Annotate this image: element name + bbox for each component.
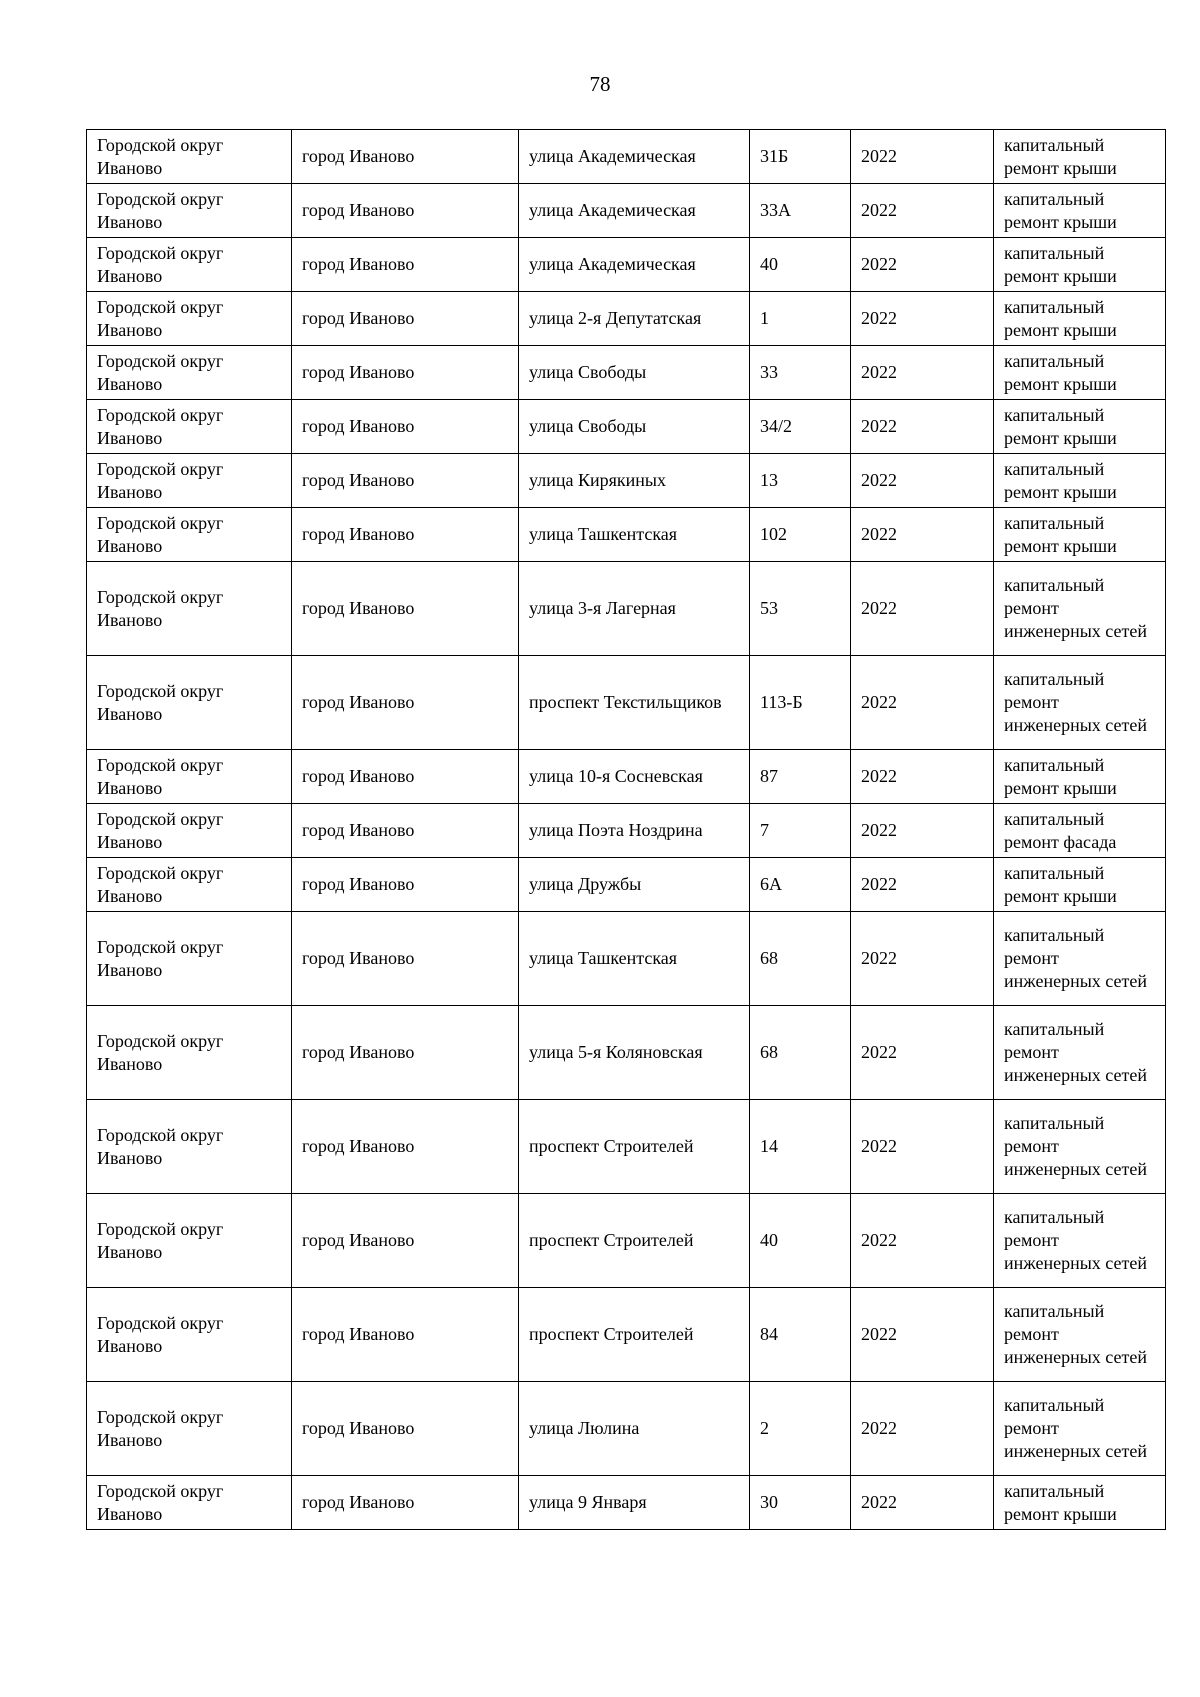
cell-municipality: Городской округ Иваново	[87, 400, 292, 454]
cell-street: улица Свободы	[519, 400, 750, 454]
cell-street: улица Академическая	[519, 184, 750, 238]
cell-work-type: капитальный ремонт крыши	[994, 750, 1166, 804]
cell-house: 1	[750, 292, 851, 346]
cell-settlement: город Иваново	[292, 750, 519, 804]
cell-settlement: город Иваново	[292, 184, 519, 238]
table-row	[87, 1194, 1166, 1288]
table-row	[87, 750, 1166, 804]
cell-year: 2022	[851, 804, 994, 858]
cell-settlement: город Иваново	[292, 454, 519, 508]
table-row	[87, 912, 1166, 1006]
cell-work-type: капитальный ремонт крыши	[994, 292, 1166, 346]
table-row	[87, 858, 1166, 912]
table-row	[87, 562, 1166, 656]
cell-year: 2022	[851, 1100, 994, 1194]
cell-year: 2022	[851, 292, 994, 346]
cell-year: 2022	[851, 562, 994, 656]
cell-year: 2022	[851, 1194, 994, 1288]
cell-street: улица Академическая	[519, 130, 750, 184]
cell-work-type: капитальный ремонт инженерных сетей	[994, 656, 1166, 750]
cell-work-type: капитальный ремонт инженерных сетей	[994, 1100, 1166, 1194]
cell-municipality: Городской округ Иваново	[87, 1194, 292, 1288]
cell-house: 84	[750, 1288, 851, 1382]
table-row	[87, 130, 1166, 184]
cell-municipality: Городской округ Иваново	[87, 1006, 292, 1100]
cell-settlement: город Иваново	[292, 400, 519, 454]
cell-year: 2022	[851, 1382, 994, 1476]
cell-settlement: город Иваново	[292, 1288, 519, 1382]
cell-settlement: город Иваново	[292, 238, 519, 292]
cell-year: 2022	[851, 400, 994, 454]
cell-year: 2022	[851, 346, 994, 400]
cell-municipality: Городской округ Иваново	[87, 1382, 292, 1476]
cell-house: 13	[750, 454, 851, 508]
cell-work-type: капитальный ремонт инженерных сетей	[994, 1288, 1166, 1382]
cell-house: 34/2	[750, 400, 851, 454]
cell-year: 2022	[851, 508, 994, 562]
cell-year: 2022	[851, 1288, 994, 1382]
cell-work-type: капитальный ремонт инженерных сетей	[994, 1194, 1166, 1288]
cell-work-type: капитальный ремонт крыши	[994, 400, 1166, 454]
cell-house: 40	[750, 238, 851, 292]
cell-settlement: город Иваново	[292, 656, 519, 750]
cell-municipality: Городской округ Иваново	[87, 562, 292, 656]
cell-work-type: капитальный ремонт крыши	[994, 1476, 1166, 1530]
table-row	[87, 656, 1166, 750]
cell-street: улица Свободы	[519, 346, 750, 400]
cell-work-type: капитальный ремонт крыши	[994, 238, 1166, 292]
cell-settlement: город Иваново	[292, 858, 519, 912]
cell-work-type: капитальный ремонт фасада	[994, 804, 1166, 858]
cell-municipality: Городской округ Иваново	[87, 750, 292, 804]
table-row	[87, 400, 1166, 454]
cell-street: проспект Строителей	[519, 1288, 750, 1382]
repair-registry-table	[86, 129, 1166, 1530]
cell-municipality: Городской округ Иваново	[87, 238, 292, 292]
cell-municipality: Городской округ Иваново	[87, 292, 292, 346]
cell-work-type: капитальный ремонт крыши	[994, 346, 1166, 400]
table-row	[87, 238, 1166, 292]
cell-settlement: город Иваново	[292, 804, 519, 858]
cell-year: 2022	[851, 750, 994, 804]
cell-street: улица Ташкентская	[519, 912, 750, 1006]
cell-street: улица 5-я Коляновская	[519, 1006, 750, 1100]
cell-work-type: капитальный ремонт крыши	[994, 130, 1166, 184]
cell-year: 2022	[851, 858, 994, 912]
cell-street: улица Поэта Ноздрина	[519, 804, 750, 858]
cell-municipality: Городской округ Иваново	[87, 1100, 292, 1194]
cell-house: 40	[750, 1194, 851, 1288]
cell-house: 33	[750, 346, 851, 400]
table-row	[87, 1006, 1166, 1100]
cell-municipality: Городской округ Иваново	[87, 1476, 292, 1530]
cell-municipality: Городской округ Иваново	[87, 346, 292, 400]
table-row	[87, 346, 1166, 400]
cell-house: 68	[750, 912, 851, 1006]
cell-municipality: Городской округ Иваново	[87, 656, 292, 750]
cell-work-type: капитальный ремонт крыши	[994, 184, 1166, 238]
cell-settlement: город Иваново	[292, 1476, 519, 1530]
cell-year: 2022	[851, 454, 994, 508]
cell-house: 6А	[750, 858, 851, 912]
cell-street: проспект Текстильщиков	[519, 656, 750, 750]
table-row	[87, 1288, 1166, 1382]
cell-year: 2022	[851, 238, 994, 292]
table-row	[87, 804, 1166, 858]
table-row	[87, 508, 1166, 562]
cell-settlement: город Иваново	[292, 508, 519, 562]
cell-house: 87	[750, 750, 851, 804]
cell-settlement: город Иваново	[292, 1006, 519, 1100]
cell-municipality: Городской округ Иваново	[87, 454, 292, 508]
cell-work-type: капитальный ремонт крыши	[994, 454, 1166, 508]
cell-house: 30	[750, 1476, 851, 1530]
cell-year: 2022	[851, 912, 994, 1006]
cell-work-type: капитальный ремонт крыши	[994, 508, 1166, 562]
cell-street: улица 9 Января	[519, 1476, 750, 1530]
cell-settlement: город Иваново	[292, 1382, 519, 1476]
table-row	[87, 454, 1166, 508]
cell-street: улица Академическая	[519, 238, 750, 292]
cell-settlement: город Иваново	[292, 1100, 519, 1194]
cell-municipality: Городской округ Иваново	[87, 858, 292, 912]
cell-street: улица Кирякиных	[519, 454, 750, 508]
page-number: 78	[589, 72, 611, 96]
cell-house: 113-Б	[750, 656, 851, 750]
cell-municipality: Городской округ Иваново	[87, 1288, 292, 1382]
cell-house: 31Б	[750, 130, 851, 184]
cell-work-type: капитальный ремонт инженерных сетей	[994, 562, 1166, 656]
cell-municipality: Городской округ Иваново	[87, 912, 292, 1006]
cell-house: 68	[750, 1006, 851, 1100]
cell-house: 33А	[750, 184, 851, 238]
cell-municipality: Городской округ Иваново	[87, 184, 292, 238]
table-row	[87, 184, 1166, 238]
table-row	[87, 1382, 1166, 1476]
cell-year: 2022	[851, 130, 994, 184]
cell-house: 14	[750, 1100, 851, 1194]
cell-house: 2	[750, 1382, 851, 1476]
cell-work-type: капитальный ремонт инженерных сетей	[994, 1006, 1166, 1100]
cell-street: улица Дружбы	[519, 858, 750, 912]
cell-street: улица 2-я Депутатская	[519, 292, 750, 346]
cell-municipality: Городской округ Иваново	[87, 130, 292, 184]
cell-settlement: город Иваново	[292, 292, 519, 346]
cell-municipality: Городской округ Иваново	[87, 508, 292, 562]
cell-house: 53	[750, 562, 851, 656]
cell-settlement: город Иваново	[292, 912, 519, 1006]
cell-street: проспект Строителей	[519, 1100, 750, 1194]
table-row	[87, 1100, 1166, 1194]
cell-year: 2022	[851, 184, 994, 238]
cell-settlement: город Иваново	[292, 562, 519, 656]
cell-house: 7	[750, 804, 851, 858]
table-row	[87, 292, 1166, 346]
cell-house: 102	[750, 508, 851, 562]
cell-year: 2022	[851, 1006, 994, 1100]
table-row	[87, 1476, 1166, 1530]
cell-work-type: капитальный ремонт крыши	[994, 858, 1166, 912]
cell-settlement: город Иваново	[292, 1194, 519, 1288]
cell-street: проспект Строителей	[519, 1194, 750, 1288]
cell-street: улица 3-я Лагерная	[519, 562, 750, 656]
cell-municipality: Городской округ Иваново	[87, 804, 292, 858]
cell-year: 2022	[851, 1476, 994, 1530]
cell-street: улица 10-я Сосневская	[519, 750, 750, 804]
cell-street: улица Ташкентская	[519, 508, 750, 562]
cell-settlement: город Иваново	[292, 346, 519, 400]
cell-year: 2022	[851, 656, 994, 750]
cell-work-type: капитальный ремонт инженерных сетей	[994, 1382, 1166, 1476]
cell-work-type: капитальный ремонт инженерных сетей	[994, 912, 1166, 1006]
cell-street: улица Люлина	[519, 1382, 750, 1476]
cell-settlement: город Иваново	[292, 130, 519, 184]
